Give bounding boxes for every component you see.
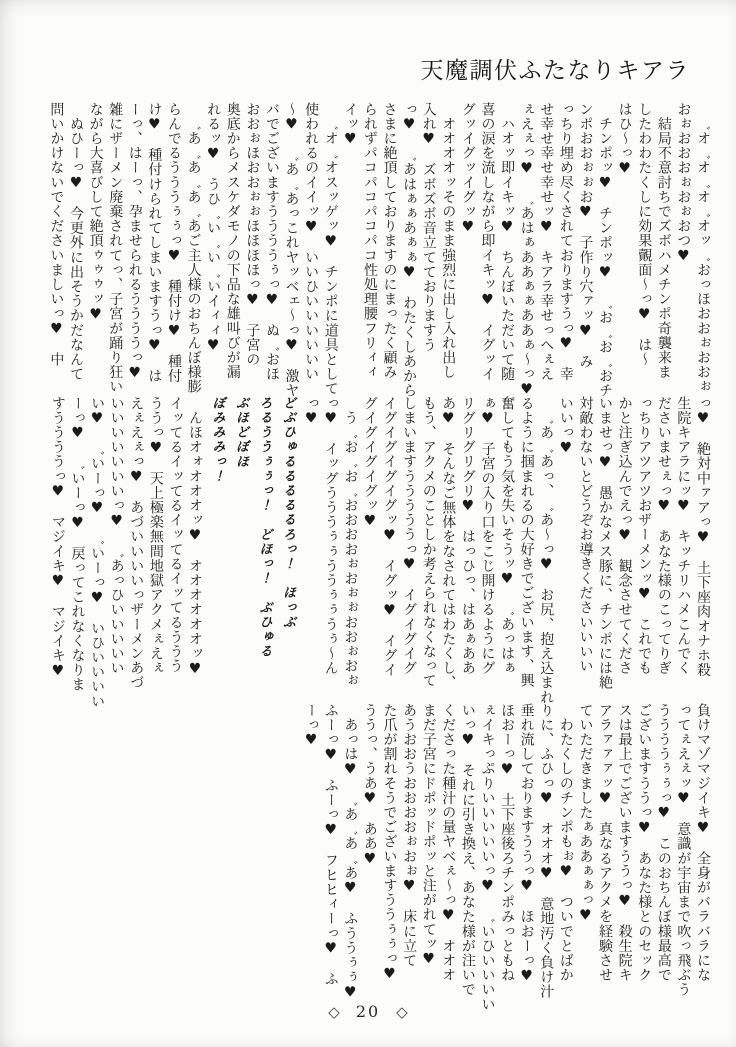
text-column: せ幸せ幸せ幸せッ♥ キアラ幸せっへぇえ (538, 102, 555, 382)
text-column: くださった種汁の量ヤベぇ〜っ♥ オオオ (440, 703, 457, 983)
text-column: ださいませぇっ♥ あなた様のこってりぎ (655, 396, 672, 676)
text-column: グイグイグイグッ♥ (361, 396, 378, 530)
text-column: まだ子宮にドポッドポッと注がれてッ♥ (420, 703, 437, 968)
footer-diamond-right: ◇ (396, 1003, 408, 1021)
text-column: ぇえぇっ♥ ゛あはぁああぁぁああぁ〜っ♥ (518, 102, 535, 398)
text-column: ーっ♥ ゛いーっ♥ 戻ってこれなくなりま (69, 396, 86, 692)
text-column: いませっ♥ 愚かなメス豚に、チンポには絶 (597, 396, 614, 690)
text-column: らんでるうううぅぅっ♥ 種付け♥ 種付 (165, 102, 182, 384)
text-column: したわわたくしに効果覿面〜っ♥ は〜 (636, 102, 653, 367)
text-column: れるッ♥ うひ゛い゛い゛いイィィ♥ (205, 102, 222, 355)
text-column: さまに絶頂しておりますのにまったく顧み (381, 102, 398, 380)
text-column: られずパコパコパコパコ性処理腰フリィィ (361, 102, 378, 380)
text-block-middle (47, 396, 712, 709)
text-column: っ♥ (303, 396, 320, 428)
sfx-column: ろるううぅぅっ！ どほっ！ ぶひゅる (256, 396, 272, 659)
text-column: わたくしのチンポもぉ♥ ついでとばか (557, 703, 574, 983)
text-column: っちり埋め尽くされておりますうっ♥ 幸 (557, 102, 574, 382)
text-column: ハオッ即イキッ♥ ちんぼいただいて随 (499, 102, 516, 382)
text-column: ぇイキっぷりいいいいいっ♥ ゛いひいいいい (479, 703, 496, 1012)
text-column: あっは♥ ゛あ゛あ゛あ♥ ふううぅぅ♥ (342, 703, 359, 1001)
text-column: チンポッ♥ チンポッ♥ ゛お゛お゛おチ (597, 102, 614, 398)
text-column: ゛オ゛オスッゲッ♥ チンポに道具として (322, 102, 339, 396)
page-title: 天魔調伏ふたなりキアラ (420, 58, 690, 84)
text-column: アラァァァッ♥ 真なるアクメを経験させ (597, 703, 614, 983)
text-column: 使われるのイイッ♥ いいひいいいいいい (303, 102, 320, 382)
text-column: っ♥ ゛あはぁぁあぁぁ♥ わたくしあから (401, 102, 418, 398)
text-column: おおぉほおおぉぉほほほほっ♥ 子宮の (244, 102, 261, 367)
text-column: ってぇえぇッ♥ 意識が宇宙まで吹っ飛ぶう (675, 703, 692, 997)
text-column: 負けマゾマジイキ♥ 全身がバラバラにな (695, 703, 711, 983)
text-column: ぁ♥ 子宮の入り口をこじ開けるようにグ (479, 396, 496, 676)
text-column: いいっ♥ (557, 396, 574, 457)
page-number: 20 (355, 1002, 381, 1021)
text-column: イグイグイグイグッ♥ イグッ♥ イグイ (381, 396, 398, 678)
text-column: 問いかけないでくださいましいっ♥ 中 (48, 102, 65, 367)
sfx-column: ぶほどぼほ (233, 396, 249, 469)
text-column: 垂れ流しておりますううっ♥ ほおーっ♥ (518, 703, 535, 985)
text-column: ふーっ♥ ふーっ♥ フヒヒィーっ♥ ふ (322, 703, 339, 987)
page-footer (0, 1002, 736, 1021)
text-column: んほオォオオオッ♥ オオオオオオッ♥ (187, 396, 204, 678)
text-column: すううううっ♥ マジイキ♥ マジイキ♥ (49, 396, 66, 680)
text-column: はひ〜っ♥ (616, 102, 633, 177)
text-column: りに、ふひっ♥ オオオ♥ 意地汚く負け汁 (538, 703, 555, 999)
text-column: 〜♥ ゛あ゛あっこれヤッベェ〜っ♥ 激ヤ (283, 102, 300, 398)
text-column: 雑にザーメン廃棄されてっ、子宮が踊り狂い (107, 102, 124, 394)
text-column: ーっ♥ (303, 703, 320, 749)
text-column: スは最上でございますううっ♥ 殺生院キ (616, 703, 633, 983)
text-column: ほおーっ♥ 土下座後ろチンポみっともね (499, 703, 516, 983)
text-column: ながら大喜びして絶頂ゥゥゥッ♥ (87, 102, 104, 323)
text-column: あ♥ そんなご無体をなされてはわたくし、 (440, 396, 457, 690)
text-column: えぇえぇっ♥ あづいいいいっザーメンあづ (128, 396, 145, 690)
text-column: かと注ぎ込んでえっ♥ 観念させてくださ (616, 396, 633, 676)
text-column: ございますううっ♥ あなた様とのセック (636, 703, 653, 983)
text-column: 結局不意討ちでズボハメチンポ奇襲来ま (655, 102, 672, 380)
text-column: 奮してもう気を失いそうッ♥ ゛あっはぁ (499, 396, 516, 676)
text-block-top (46, 102, 712, 402)
text-column: 入れ♥ ズボズボ音立てておりますう (420, 102, 437, 353)
text-column: イッ♥ (342, 102, 359, 148)
text-column: た爪が割れそうでございますううぅぅっ♥ (381, 703, 398, 983)
text-column: ゛あ゛あっ、゛あ〜っ♥ お尻、抱え込まれ (538, 396, 555, 705)
text-column: ううううぅぅっ♥ このおちんぼ様最高で (655, 703, 672, 983)
text-column: バでございますううううぅっ♥ ぬ゛おほ (263, 102, 280, 382)
text-column: ううっ♥ 天上極楽無間地獄アクメぇえぇ (147, 396, 164, 676)
text-column: 喜の涙を流しながら即イキッ♥ イグッイ (479, 102, 496, 382)
text-column: ーっ、はーっ、孕ませられるううううっ♥ (126, 102, 143, 382)
text-column: もう、アクメのことしか考えられなくなって (420, 396, 437, 688)
text-column: あうおおうおおおおぉおぉ♥ 床に立て (401, 703, 418, 968)
text-column: グッイグッイグッ♥ (459, 102, 476, 236)
text-column: るように掴まれるの大好きでございます、興 (518, 396, 535, 688)
text-column: 対敵わないとどうぞお導きくださいいいい (577, 396, 594, 674)
text-column: いいいいいいいっ♥ ゛あっひいいいいい (108, 396, 125, 676)
text-column: う゛お゛お゛おおおおぉおぉぉおおぉおぉ (342, 396, 359, 688)
text-column: っ♥ 絶対中ァアっ♥ 土下座肉オナホ殺 (695, 396, 711, 678)
sfx-column: どぶひゅるるるるるろっ！ ほっぶ (280, 396, 296, 630)
text-column: ぬひーっ♥ 今更外に出そうかだなんて (68, 102, 84, 382)
text-column: ンポおおぉぉお♥ 子作り穴ァッ♥ み (577, 102, 594, 369)
sfx-column: ぼみみみっ！ (209, 396, 225, 484)
text-column: いっ♥ それに引き換え、あなた様が注いで (459, 703, 476, 997)
text-column: け♥ 種付けられてしまいますうっ♥ は (146, 102, 163, 384)
text-column: っちりアツアツおザーメンッ♥ これでも (636, 396, 653, 676)
text-column: ていただきましたぁああぁぁっ♥ (577, 703, 594, 924)
text-column: ゛あ゛あ゛あ゛あご主人様のおちんぼ様膨 (185, 102, 202, 394)
text-column: っ♥ イッグうううぅぅううぅぅうぅ〜ん (322, 396, 339, 676)
text-column: ゛オ゛オ゛オ゛オッ゛おっほおおぉおおぉ (695, 102, 711, 394)
text-column: しまいますうううううっ♥ イグイグイグ (401, 396, 418, 676)
footer-diamond-left: ◇ (328, 1003, 340, 1021)
text-column: オオオオッそのまま強烈に出し入れ出し (440, 102, 457, 380)
text-column: イッてるイッてるイッてるイッてるううう (167, 396, 184, 674)
text-column: い♥ ゛いーっ♥ ゛いーっ♥ いひいいいい (89, 396, 106, 709)
text-column: リグリグリグリ♥ はっひっ、はあぁああ (459, 396, 476, 676)
text-column: おぉおおおぉおぉおつ♥ (675, 102, 692, 265)
text-column: ううっ、うあ♥ ああ♥ (361, 703, 378, 868)
text-column: 奥底からメスケダモノの下品な雄叫びが漏 (224, 102, 241, 380)
text-column: 生院キアラにッ♥ キッチリハメこんでく (675, 396, 692, 676)
